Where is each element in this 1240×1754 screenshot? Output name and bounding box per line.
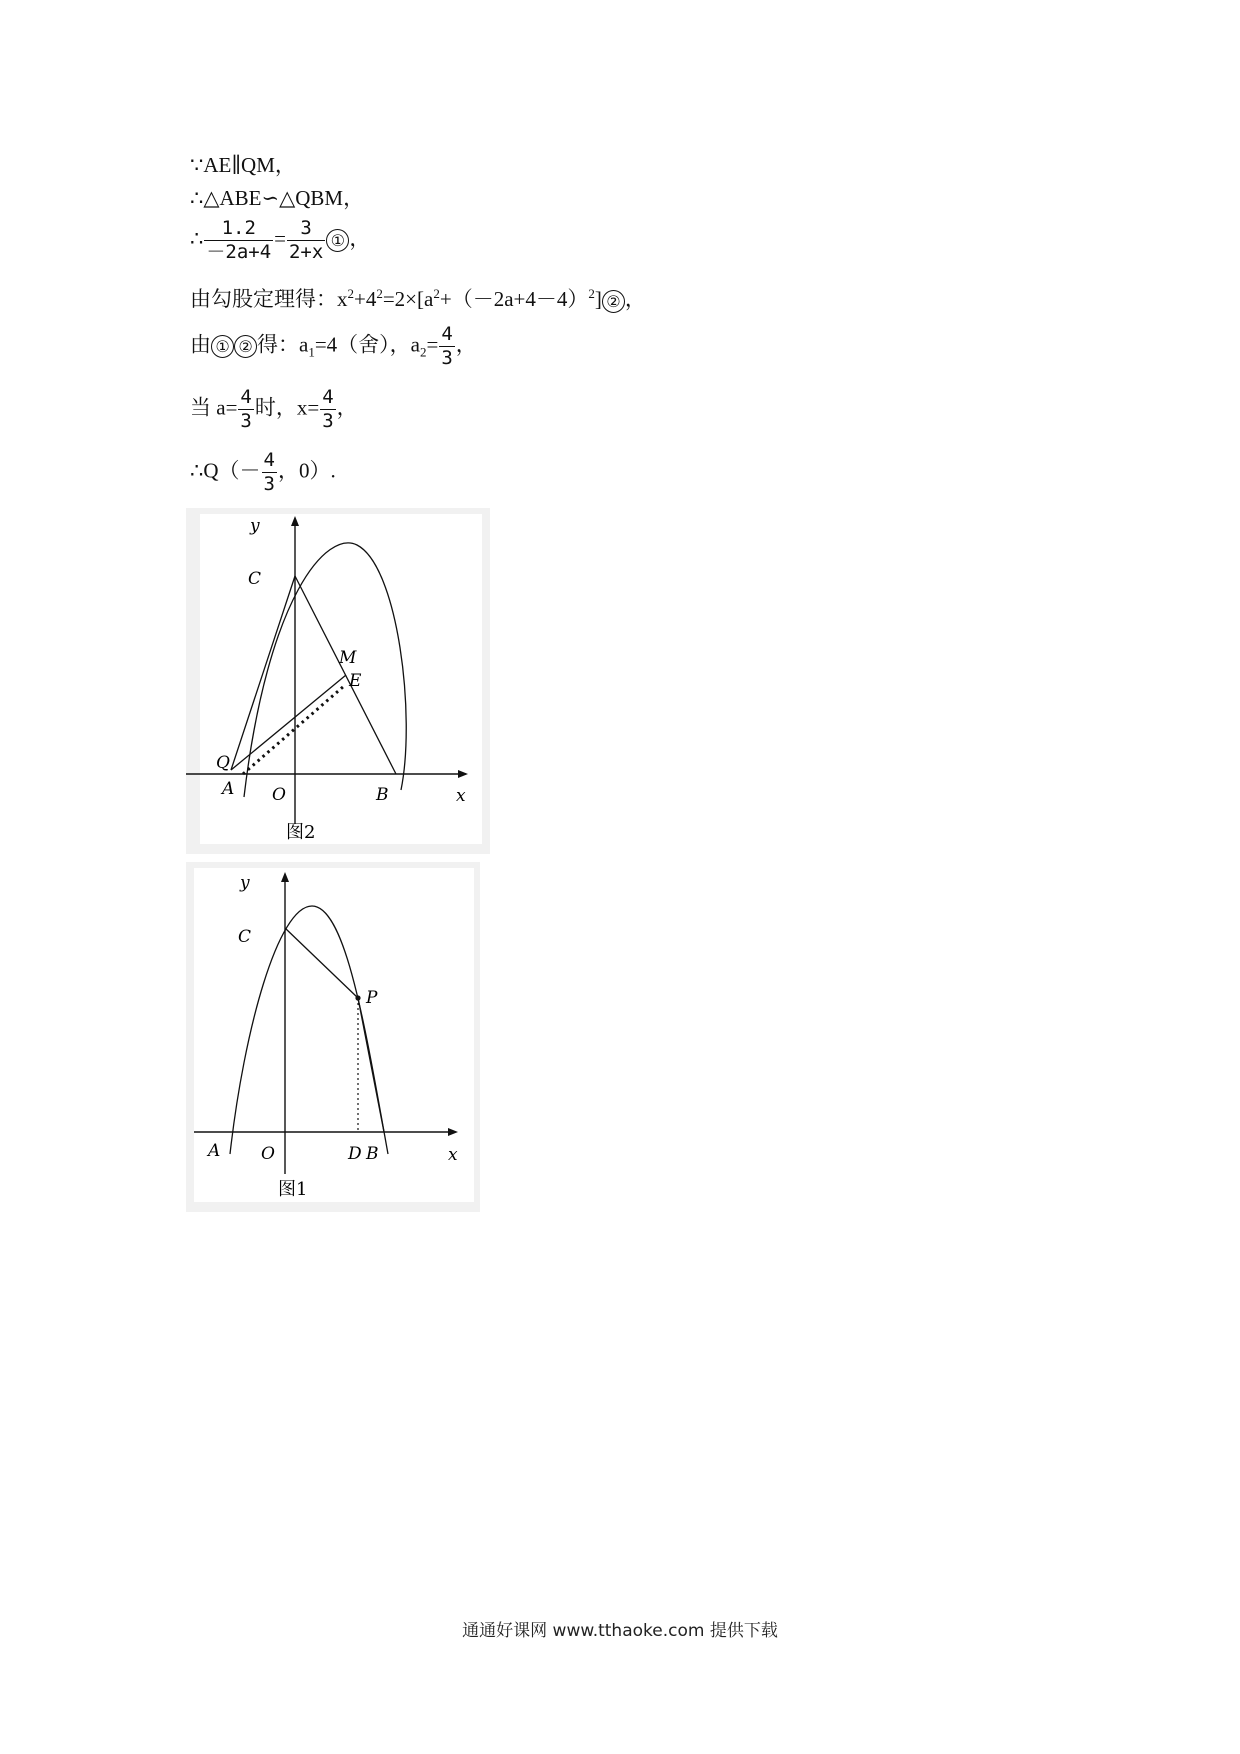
- solution-line-7: [190, 451, 336, 494]
- equation-tag-1: ①: [326, 229, 349, 252]
- solution-line-1: [190, 155, 296, 176]
- figure-2: [186, 508, 490, 859]
- point-P-label: P: [366, 988, 378, 1008]
- a-value-fraction: [238, 388, 253, 431]
- fraction-denominator: －2a+4: [206, 241, 272, 263]
- exponent: 2: [347, 286, 354, 301]
- fraction-denominator: 3: [263, 473, 275, 495]
- figure-2-diagram: [186, 508, 490, 854]
- figure-2-caption: 图2: [286, 822, 316, 843]
- point-Q-label: Q: [216, 753, 230, 773]
- equals-sign: =: [274, 226, 286, 251]
- point-A-label: A: [208, 1141, 221, 1161]
- equation-part: +4: [354, 287, 377, 311]
- point-q-text-end: ，0）.: [277, 458, 336, 483]
- figure-1-panel: [194, 868, 474, 1202]
- line-punctuation: ，: [624, 287, 646, 311]
- solution-part: =4（舍），a: [314, 332, 420, 357]
- page-footer: 通通好课网 www.tthaoke.com 提供下载: [462, 1621, 778, 1641]
- fraction-numerator: 4: [441, 323, 453, 345]
- solve-text: 由: [190, 332, 211, 357]
- solution-line-5: [190, 325, 477, 368]
- point-B-label: B: [366, 1144, 379, 1164]
- point-C-label: C: [238, 927, 252, 947]
- fraction-numerator: 3: [287, 219, 325, 241]
- point-P-dot: [355, 995, 360, 1000]
- x-axis-label: x: [448, 1145, 458, 1165]
- y-axis-label: y: [250, 516, 260, 536]
- solution-line-3: [190, 219, 370, 262]
- fraction-numerator: 4: [240, 386, 252, 408]
- x-axis-label: x: [456, 786, 466, 806]
- point-M-label: M: [339, 648, 357, 668]
- fraction-denominator: 3: [322, 410, 334, 432]
- line-punctuation: ，: [336, 395, 358, 420]
- similar-triangles-statement: ∴△ABE∽△QBM，: [190, 186, 365, 210]
- fraction-denominator: 3: [441, 347, 453, 369]
- origin-O-label: O: [261, 1144, 275, 1164]
- figure-1: [186, 862, 480, 1217]
- point-C-label: C: [248, 569, 262, 589]
- figure-1-caption: 图1: [278, 1179, 308, 1200]
- point-D-label: D: [348, 1144, 362, 1164]
- solution-line-2: [190, 188, 364, 209]
- q-coordinate-fraction: [262, 451, 277, 494]
- point-q-text: ∴Q（－: [190, 458, 261, 483]
- exponent: 2: [376, 286, 383, 301]
- fraction-numerator: 4: [263, 449, 275, 471]
- x-equals-text: 时，x=: [254, 395, 320, 420]
- line-punctuation: ，: [349, 226, 371, 251]
- fraction-numerator: 4: [322, 386, 334, 408]
- solution-part: 得：a: [257, 332, 309, 357]
- solution-line-4: [190, 287, 646, 313]
- equation-part: ]: [594, 287, 602, 311]
- line-punctuation: ，: [455, 332, 477, 357]
- equation-tag-2: ②: [234, 335, 257, 358]
- exponent: 2: [433, 286, 440, 301]
- exponent: 2: [588, 286, 595, 301]
- fraction-denominator: 2+x: [288, 241, 324, 263]
- ratio-fraction-right: [287, 219, 325, 262]
- equation-tag-2: ②: [602, 290, 625, 313]
- equation-tag-1: ①: [211, 335, 234, 358]
- subscript: 2: [420, 344, 427, 360]
- point-A-label: A: [222, 779, 235, 799]
- solution-line-6: [190, 388, 358, 431]
- x-value-fraction: [320, 388, 335, 431]
- therefore-symbol: ∴: [190, 226, 204, 251]
- pythagoras-text: 由勾股定理得：x: [190, 287, 348, 311]
- a2-value-fraction: [439, 325, 454, 368]
- origin-O-label: O: [272, 785, 286, 805]
- when-text: 当 a=: [190, 395, 238, 420]
- fraction-numerator: 1.2: [204, 219, 273, 241]
- point-E-label: E: [349, 671, 362, 691]
- fraction-denominator: 3: [240, 410, 252, 432]
- parallel-statement: ∵AE∥QM，: [190, 153, 296, 177]
- figure-1-diagram: [186, 862, 480, 1212]
- subscript: 1: [308, 344, 315, 360]
- point-B-label: B: [376, 785, 389, 805]
- equation-part: =2×[a: [382, 287, 434, 311]
- equals-sign: =: [426, 332, 439, 357]
- ratio-fraction-left: [204, 219, 273, 262]
- y-axis-label: y: [240, 873, 250, 893]
- equation-part: +（－2a+4－4）: [439, 287, 589, 311]
